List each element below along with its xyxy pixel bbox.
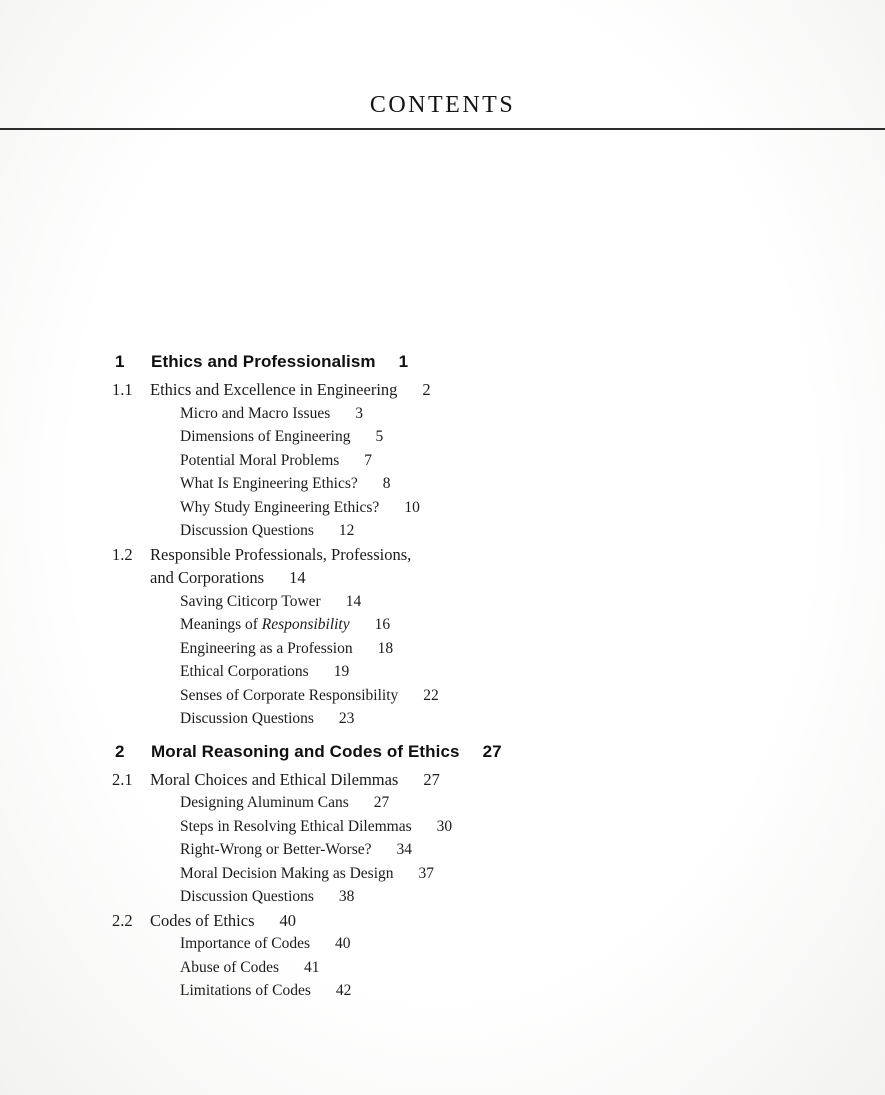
toc-item — [112, 637, 792, 661]
toc-item — [112, 402, 792, 426]
chapter-entry — [112, 740, 792, 764]
item-title: Saving Citicorp Tower — [180, 592, 321, 610]
section-number: 1.1 — [112, 380, 133, 399]
item-title: Designing Aluminum Cans — [180, 794, 349, 811]
item-title: Steps in Resolving Ethical Dilemmas — [180, 817, 412, 835]
item-title: Micro and Macro Issues — [180, 404, 331, 422]
item-page: 8 — [382, 475, 391, 492]
toc-item — [112, 660, 792, 684]
item-title: Limitations of Codes — [180, 982, 311, 999]
section-title — [150, 543, 411, 590]
section-title-line: Responsible Professionals, Professions, — [150, 544, 412, 564]
item-title: Why Study Engineering Ethics? — [180, 498, 380, 516]
toc-item — [112, 838, 792, 862]
chapter-page: 27 — [482, 741, 502, 761]
section-title-line: and Corporations 14 — [150, 568, 306, 587]
item-page: 12 — [338, 522, 355, 539]
item-title: Moral Decision Making as Design — [180, 864, 394, 882]
section-page: 14 — [289, 568, 306, 587]
item-page: 19 — [333, 663, 350, 680]
item-page: 18 — [377, 639, 394, 657]
chapter-page: 1 — [398, 352, 409, 371]
section-number: 1.2 — [112, 544, 133, 564]
toc-item — [112, 815, 792, 839]
section-number: 2.2 — [112, 910, 133, 930]
item-page: 22 — [423, 686, 439, 704]
page-title: CONTENTS — [369, 92, 516, 118]
toc-item — [112, 791, 792, 815]
toc-item — [112, 979, 792, 1003]
chapter-number: 2 — [115, 741, 125, 761]
section-entry — [112, 768, 792, 792]
item-page: 27 — [373, 794, 390, 811]
item-page: 37 — [418, 864, 435, 882]
item-title: Meanings of Responsibility — [180, 616, 350, 633]
item-page: 14 — [345, 592, 362, 610]
item-title: Importance of Codes — [180, 935, 310, 952]
item-title: Abuse of Codes — [180, 958, 280, 976]
section-entry — [112, 909, 792, 933]
section-title — [150, 909, 296, 933]
toc-item — [112, 684, 792, 708]
toc-item — [112, 472, 792, 496]
chapter-entry — [112, 350, 792, 374]
section-title-line: Codes of Ethics 40 — [150, 910, 296, 930]
section-title — [150, 768, 440, 792]
chapter-title: Ethics and Professionalism — [151, 352, 376, 371]
item-page: 34 — [396, 841, 413, 858]
section-page: 40 — [279, 910, 296, 930]
section-entry — [112, 378, 792, 402]
item-page: 16 — [374, 616, 391, 633]
item-title: Potential Moral Problems — [180, 451, 340, 469]
section-title-line: Ethics and Excellence in Engineering 2 — [150, 380, 431, 399]
item-page: 7 — [364, 451, 373, 469]
item-page: 23 — [338, 710, 355, 727]
item-title: Discussion Questions — [180, 888, 314, 905]
toc — [112, 341, 792, 1003]
item-title: Senses of Corporate Responsibility — [180, 686, 399, 704]
item-title: Engineering as a Profession — [180, 639, 353, 657]
toc-item — [112, 885, 792, 909]
toc-item — [112, 613, 792, 637]
toc-item — [112, 862, 792, 886]
item-title: What Is Engineering Ethics? — [180, 475, 358, 492]
item-title: Right-Wrong or Better-Worse? — [180, 841, 372, 858]
header-rule — [0, 128, 885, 130]
toc-item — [112, 496, 792, 520]
item-title: Dimensions of Engineering — [180, 428, 351, 445]
section-number: 2.1 — [112, 769, 133, 789]
item-page: 5 — [375, 428, 384, 445]
section-title — [150, 378, 431, 402]
item-title: Discussion Questions — [180, 710, 314, 727]
item-page: 42 — [335, 982, 352, 999]
section-page: 27 — [423, 769, 440, 789]
item-page: 3 — [355, 404, 363, 422]
item-page: 10 — [404, 498, 420, 516]
toc-item — [112, 449, 792, 473]
section-title-line: Moral Choices and Ethical Dilemmas 27 — [150, 769, 440, 789]
section-entry — [112, 543, 792, 590]
chapter-title: Moral Reasoning and Codes of Ethics — [151, 741, 460, 761]
item-title: Ethical Corporations — [180, 663, 309, 680]
item-page: 41 — [304, 958, 320, 976]
page-header — [0, 0, 885, 130]
item-page: 30 — [436, 817, 453, 835]
chapter-number: 1 — [115, 352, 125, 371]
toc-item — [112, 519, 792, 543]
item-title: Discussion Questions — [180, 522, 314, 539]
toc-item — [112, 707, 792, 731]
item-page: 38 — [338, 888, 355, 905]
toc-item — [112, 590, 792, 614]
toc-item — [112, 932, 792, 956]
toc-item — [112, 956, 792, 980]
item-page: 40 — [335, 935, 351, 952]
toc-item — [112, 425, 792, 449]
section-page: 2 — [422, 380, 431, 399]
